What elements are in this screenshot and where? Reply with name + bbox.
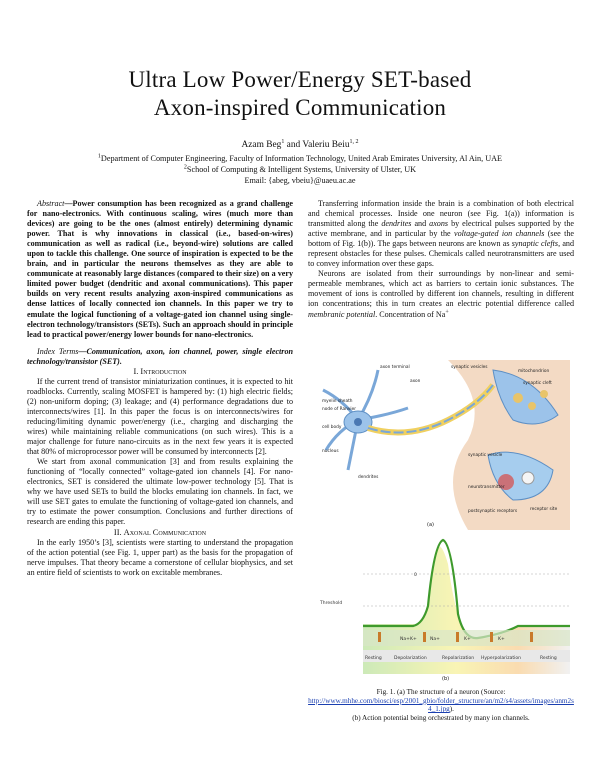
author-email: Email: {abeg, vbeiu}@uaeu.ac.ae bbox=[244, 176, 356, 185]
label-ranvier: node of Ranvier bbox=[322, 407, 356, 412]
ap-depol: Depolarization bbox=[394, 656, 427, 661]
paper-title bbox=[0, 66, 600, 122]
label-synaptic-cleft: synaptic cleft bbox=[523, 381, 552, 386]
title-line-2: Axon-inspired Communication bbox=[153, 95, 447, 120]
vesicle-2 bbox=[528, 402, 536, 410]
nucleus bbox=[354, 418, 362, 426]
rp1-em-synaptic-clefts: synaptic clefts bbox=[511, 239, 559, 249]
vesicle-1 bbox=[513, 393, 523, 403]
affil-1-marker: 1 bbox=[97, 153, 101, 160]
author-list bbox=[0, 140, 600, 150]
abstract bbox=[27, 199, 293, 340]
affil-2-text: School of Computing & Intelligent Systems, University of Ulster, UK bbox=[186, 165, 417, 174]
figure-caption bbox=[308, 688, 574, 722]
ap-resting: Resting bbox=[365, 656, 382, 661]
ion-k-1: K+ bbox=[410, 637, 417, 642]
section-2-title: Axonal Communication bbox=[123, 527, 207, 537]
abstract-dash: — bbox=[64, 199, 73, 208]
author-1-affil: 1 bbox=[281, 138, 285, 145]
caption-line-1: Fig. 1. (a) The structure of a neuron (Source: bbox=[376, 688, 506, 696]
figure-label-b: (b) bbox=[442, 676, 450, 682]
rp2-em-membranic: membranic potential bbox=[308, 309, 376, 319]
label-neurotransmitter: neurotransmitter bbox=[468, 485, 505, 490]
figure-1b-action-potential bbox=[318, 534, 570, 684]
author-and: and bbox=[284, 140, 303, 150]
label-mitochondrion: mitochondrion bbox=[518, 369, 550, 374]
left-column bbox=[27, 199, 293, 578]
rp1-em-axons: axons bbox=[429, 219, 449, 229]
ion-k-3: K+ bbox=[498, 637, 505, 642]
rp1-text-4: (see the bottom of Fig. 1(b)). The gaps between neurons are known as bbox=[308, 229, 575, 249]
right-paragraph-2 bbox=[308, 269, 574, 319]
intro-paragraph-2: We start from axonal communication [3] and from results explaining the functioning of “locally connected” voltage-gated ion channels [4]. For nano-electronics, SET is considered the ultimate low-power technology [5]. That is why we have used SETs to build the blocks emulating ion channels. In fact, we will use SET gates to emulate the functioning of voltage-gated ion channels, and try to estimate the power consumption. Conclusions and further directions of research are ending this paper. bbox=[27, 457, 293, 527]
right-column bbox=[308, 199, 574, 320]
ion-channel-5 bbox=[530, 632, 533, 642]
caption-end: ). bbox=[449, 705, 454, 714]
affil-1-text: Department of Computer Engineering, Faculty of Information Technology, United Arab Emirates University, Al Ain, UAE bbox=[100, 154, 503, 163]
ap-threshold: Threshold bbox=[320, 601, 343, 606]
abstract-label: Abstract bbox=[37, 199, 65, 208]
rp1-text-3: by electrical pulses supported by the active membrane, and in particular by the bbox=[308, 219, 575, 239]
title-line-1: Ultra Low Power/Energy SET-based bbox=[128, 67, 472, 92]
ap-hyperpol: Hyperpolarization bbox=[481, 656, 521, 661]
ion-na-1: Na+ bbox=[400, 637, 410, 642]
figure-label-a: (a) bbox=[427, 522, 434, 528]
label-dendrites: dendrites bbox=[358, 475, 379, 480]
author-1: Azam Beg bbox=[241, 140, 282, 150]
abstract-text: Power consumption has been recognized as a grand challenge for nano-electronics. With continuous scaling, wires (much more than devices) are going to be the ones (almost entirely) determining dynamic power. That is why innovations in classical (i.e., based-on-wires) communication as well as radical (i.e., beyond-wire) solutions are called upon to tackle this challenge. One source of inspiration is expected to be the brain, and in particular the neurons themselves as they are able to communicate at reasonably large distances (compared to their size) on a very limited power budget (dendritic and axonal communications). This paper builds on very recent results analyzing axon-inspired communications as dense lattices of locally connected ion channels. In this paper we try to emulate the logical functioning of a voltage-gated ion channel using single-electron technology/transistors (SETs). Such an approach should in principle lead to practical power/energy lower bounds for nano-electronics. bbox=[27, 199, 293, 339]
label-myelin: myelin sheath bbox=[322, 399, 353, 404]
caption-link-line bbox=[308, 697, 574, 714]
rp1-text-1: Transferring information inside the brain is a combination of both electrical and chemical processes. Inside one neuron (see Fig. 1(a)) information is transmitted along the bbox=[308, 199, 574, 229]
index-terms bbox=[27, 347, 293, 367]
affiliation-1 bbox=[0, 154, 600, 164]
figure-1a-neuron bbox=[318, 360, 570, 530]
section-2-number: II. bbox=[113, 527, 124, 537]
label-receptor-site: receptor site bbox=[530, 507, 558, 512]
ion-channel-1 bbox=[378, 632, 381, 642]
index-terms-text: Communication, axon, ion channel, power, single electron technology/transistor (SET). bbox=[27, 346, 293, 366]
receptor-2 bbox=[522, 472, 534, 484]
affiliation-2 bbox=[0, 165, 600, 175]
author-2: Valeriu Beiu bbox=[302, 140, 350, 150]
section-1-title: Introduction bbox=[140, 366, 187, 376]
ion-channel-4 bbox=[490, 632, 493, 642]
intro-paragraph-1: If the current trend of transistor miniaturization continues, it is expected to hit roadblocks. Currently, scaling MOSFET is hampered by: (1) high electric fields; (2) non-uniform doping; (3) leakage; and (4) performance degradations due to interconnects/wires [1]. In this paper the focus is on interconnects/wires for reducing/limiting dynamic power/energy (i.e., charging and discharging the wires) while maintaining reliable communications (on such wires). This is a major challenge for future nano-circuits as in the next few years it is expected that 80% of microprocessor power will be consumed by interconnects [2]. bbox=[27, 376, 293, 457]
index-terms-label: Index Terms bbox=[37, 346, 79, 356]
vesicle-3 bbox=[540, 390, 548, 398]
label-cell-body: cell body bbox=[322, 425, 342, 430]
label-axon: axon bbox=[410, 379, 421, 384]
ion-channel-3 bbox=[456, 632, 459, 642]
rp1-text-2: and bbox=[411, 219, 430, 229]
ap-resting-2: Resting bbox=[540, 656, 557, 661]
right-paragraph-1 bbox=[308, 199, 574, 269]
ion-channel-2 bbox=[423, 632, 426, 642]
section-2-heading bbox=[27, 528, 293, 538]
label-axon-terminal: axon terminal bbox=[380, 365, 410, 370]
author-2-affil: 1, 2 bbox=[349, 138, 359, 145]
axonal-paragraph-1: In the early 1950’s [3], scientists were starting to understand the propagation of the action potential (see Fig. 1, upper part) as the basis for the propagation of nerve impulses. That theory became a cornerstone of cellular biophysics, and set an entire field of scientists to work on excitable membranes. bbox=[27, 537, 293, 577]
label-postsynaptic: postsynaptic receptors bbox=[468, 509, 518, 514]
rp1-em-ion-channels: voltage-gated ion channels bbox=[454, 229, 545, 239]
label-synaptic-vesicle: synaptic vesicle bbox=[468, 453, 503, 458]
ion-na-2: Na+ bbox=[430, 637, 440, 642]
ion-k-2: K+ bbox=[464, 637, 471, 642]
rp2-text-2: . Concentration of Na bbox=[375, 309, 446, 319]
label-synaptic-vesicles: synaptic vesicles bbox=[451, 365, 488, 370]
rp2-text-1: Neurons are isolated from their surroundings by non-linear and semi-permeable membranes, which act as barriers to certain ionic substances. The movement of ions is controlled by different ion channels, resulting in different ion concentrations; this in turn creates an electric potential difference called bbox=[308, 269, 574, 309]
rp1-em-dendrites: dendrites bbox=[381, 219, 412, 229]
index-terms-dash: — bbox=[78, 346, 87, 356]
ap-zero: 0 bbox=[414, 573, 417, 578]
caption-line-3: (b) Action potential being orchestrated by many ion channels. bbox=[352, 713, 530, 722]
ap-repol: Repolarization bbox=[442, 656, 475, 661]
affil-2-marker: 2 bbox=[183, 164, 187, 171]
label-nucleus: nucleus bbox=[322, 449, 339, 454]
rp1-text-5: , and represent obstacles for these pulses. Chemicals called neurotransmitters are used to convey information over these gaps. bbox=[308, 239, 575, 269]
section-1-heading bbox=[27, 367, 293, 377]
rp2-sup: + bbox=[445, 308, 449, 315]
section-1-number: I. bbox=[133, 366, 141, 376]
caption-source-link[interactable]: http://www.mhhe.com/biosci/esp/2001_gbio/folder_structure/an/m2/s4/assets/images/anm2s4_1.jpg bbox=[308, 696, 574, 714]
